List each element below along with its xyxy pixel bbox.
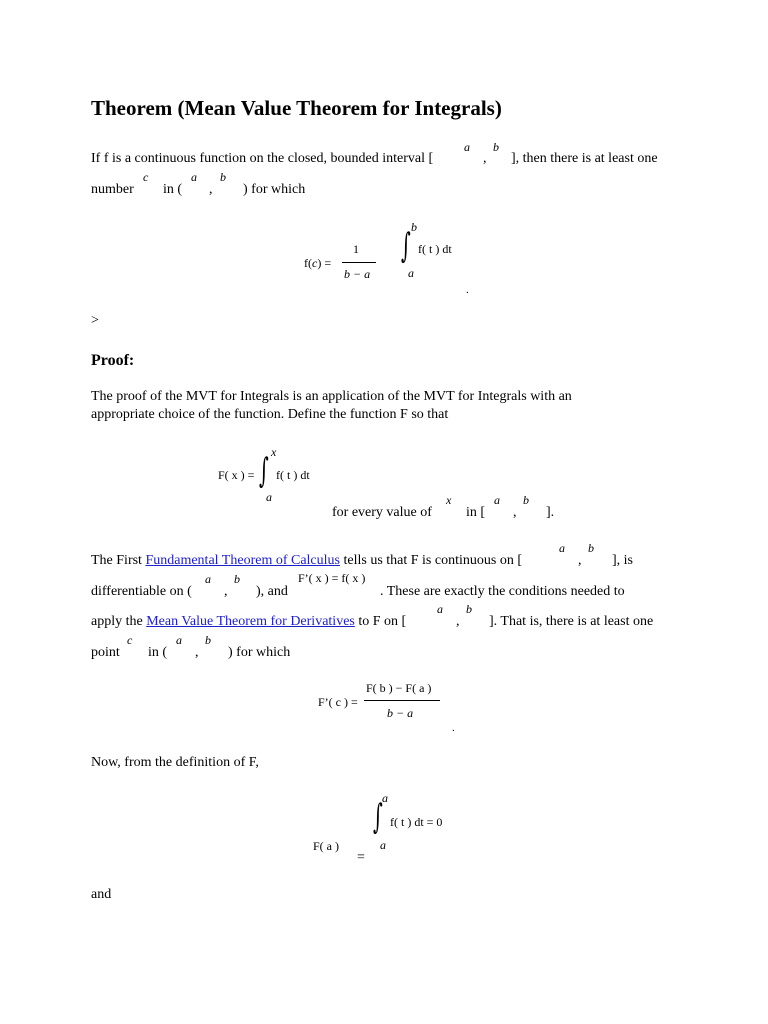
comma: , bbox=[456, 614, 460, 629]
eq1-lower-limit: a bbox=[408, 266, 414, 280]
integral-sign: ∫ bbox=[401, 226, 411, 266]
eq1-lhs: f(c) = bbox=[304, 256, 332, 270]
in-bracket: in [ bbox=[466, 505, 486, 520]
and-line: and bbox=[91, 887, 112, 902]
var-b: b bbox=[493, 140, 499, 154]
eq4-lhs: F( a ) bbox=[313, 839, 339, 853]
eq2-upper-limit: x bbox=[271, 445, 277, 459]
var-c: c bbox=[143, 170, 149, 184]
var-a: a bbox=[559, 541, 565, 555]
fprime-equation: F’( x ) = f( x ) bbox=[298, 571, 366, 585]
ftc-line1: The First Fundamental Theorem of Calculus tells us that F is continuous on [ bbox=[91, 553, 522, 568]
proof-line2: appropriate choice of the function. Define the function F so that bbox=[91, 407, 449, 422]
eq3-period: . bbox=[452, 722, 455, 734]
ftc-line4-end: ) for which bbox=[228, 645, 291, 660]
comma: , bbox=[209, 182, 213, 197]
page-title: Theorem (Mean Value Theorem for Integrals) bbox=[91, 96, 502, 120]
ftc-link[interactable]: Fundamental Theorem of Calculus bbox=[145, 553, 340, 568]
ftc-line3: apply the Mean Value Theorem for Derivatives to F on [ bbox=[91, 614, 407, 629]
var-b: b bbox=[523, 493, 529, 507]
eq1-numerator: 1 bbox=[353, 242, 359, 256]
var-b: b bbox=[234, 572, 240, 586]
var-x: x bbox=[446, 493, 452, 507]
in-open: in ( bbox=[163, 182, 183, 197]
eq3-denominator: b − a bbox=[387, 706, 414, 720]
var-c: c bbox=[127, 633, 133, 647]
var-b: b bbox=[220, 170, 226, 184]
var-b: b bbox=[588, 541, 594, 555]
proof-heading: Proof: bbox=[91, 352, 135, 369]
integral-sign: ∫ bbox=[373, 797, 383, 837]
eq4-integrand: f( t ) dt = 0 bbox=[390, 815, 443, 829]
eq2-tail: for every value of bbox=[332, 505, 432, 520]
ftc-line2: differentiable on ( bbox=[91, 584, 192, 599]
var-b: b bbox=[466, 602, 472, 616]
var-a: a bbox=[191, 170, 197, 184]
var-a: a bbox=[437, 602, 443, 616]
eq3-numerator: F( b ) − F( a ) bbox=[366, 681, 432, 695]
statement-line2-end: ) for which bbox=[243, 182, 306, 197]
var-a: a bbox=[464, 140, 470, 154]
ftc-line1-end: ], is bbox=[612, 553, 633, 568]
eq2-lower-limit: a bbox=[266, 490, 272, 504]
ftc-line2-mid: ), and bbox=[256, 584, 288, 599]
eq1-denominator: b − a bbox=[344, 267, 371, 281]
now-line: Now, from the definition of F, bbox=[91, 755, 259, 770]
in-open: in ( bbox=[148, 645, 168, 660]
eq1-period: . bbox=[466, 284, 469, 296]
eq4-upper-limit: a bbox=[382, 791, 388, 805]
eq1-integrand: f( t ) dt bbox=[418, 242, 452, 256]
eq1-upper-limit: b bbox=[411, 220, 417, 234]
comma: , bbox=[224, 584, 228, 599]
integral-sign: ∫ bbox=[259, 451, 269, 491]
eq2-integrand: f( t ) dt bbox=[276, 468, 310, 482]
ftc-line2-end: . These are exactly the conditions needed to bbox=[380, 584, 625, 599]
comma: , bbox=[483, 151, 487, 166]
bracket-close: ]. bbox=[546, 505, 555, 520]
comma: , bbox=[513, 505, 517, 520]
mvt-derivatives-link[interactable]: Mean Value Theorem for Derivatives bbox=[146, 614, 355, 629]
eq4-equals: = bbox=[357, 850, 365, 865]
comma: , bbox=[195, 645, 199, 660]
statement-line1: If f is a continuous function on the closed, bounded interval [ bbox=[91, 151, 434, 166]
proof-line1: The proof of the MVT for Integrals is an application of the MVT for Integrals with an bbox=[91, 389, 572, 404]
eq4-lower-limit: a bbox=[380, 838, 386, 852]
ftc-line4: point bbox=[91, 645, 120, 660]
fraction-bar bbox=[364, 700, 440, 701]
statement-line2: number bbox=[91, 182, 134, 197]
eq3-lhs: F’( c ) = bbox=[318, 695, 358, 709]
var-a: a bbox=[494, 493, 500, 507]
ftc-line3-end: ]. That is, there is at least one bbox=[489, 614, 654, 629]
comma: , bbox=[578, 553, 582, 568]
eq2-lhs: F( x ) = bbox=[218, 468, 255, 482]
var-a: a bbox=[176, 633, 182, 647]
fraction-bar bbox=[342, 262, 376, 263]
statement-line1-end: ], then there is at least one bbox=[511, 151, 658, 166]
var-a: a bbox=[205, 572, 211, 586]
stray-gt: > bbox=[91, 313, 99, 328]
var-b: b bbox=[205, 633, 211, 647]
